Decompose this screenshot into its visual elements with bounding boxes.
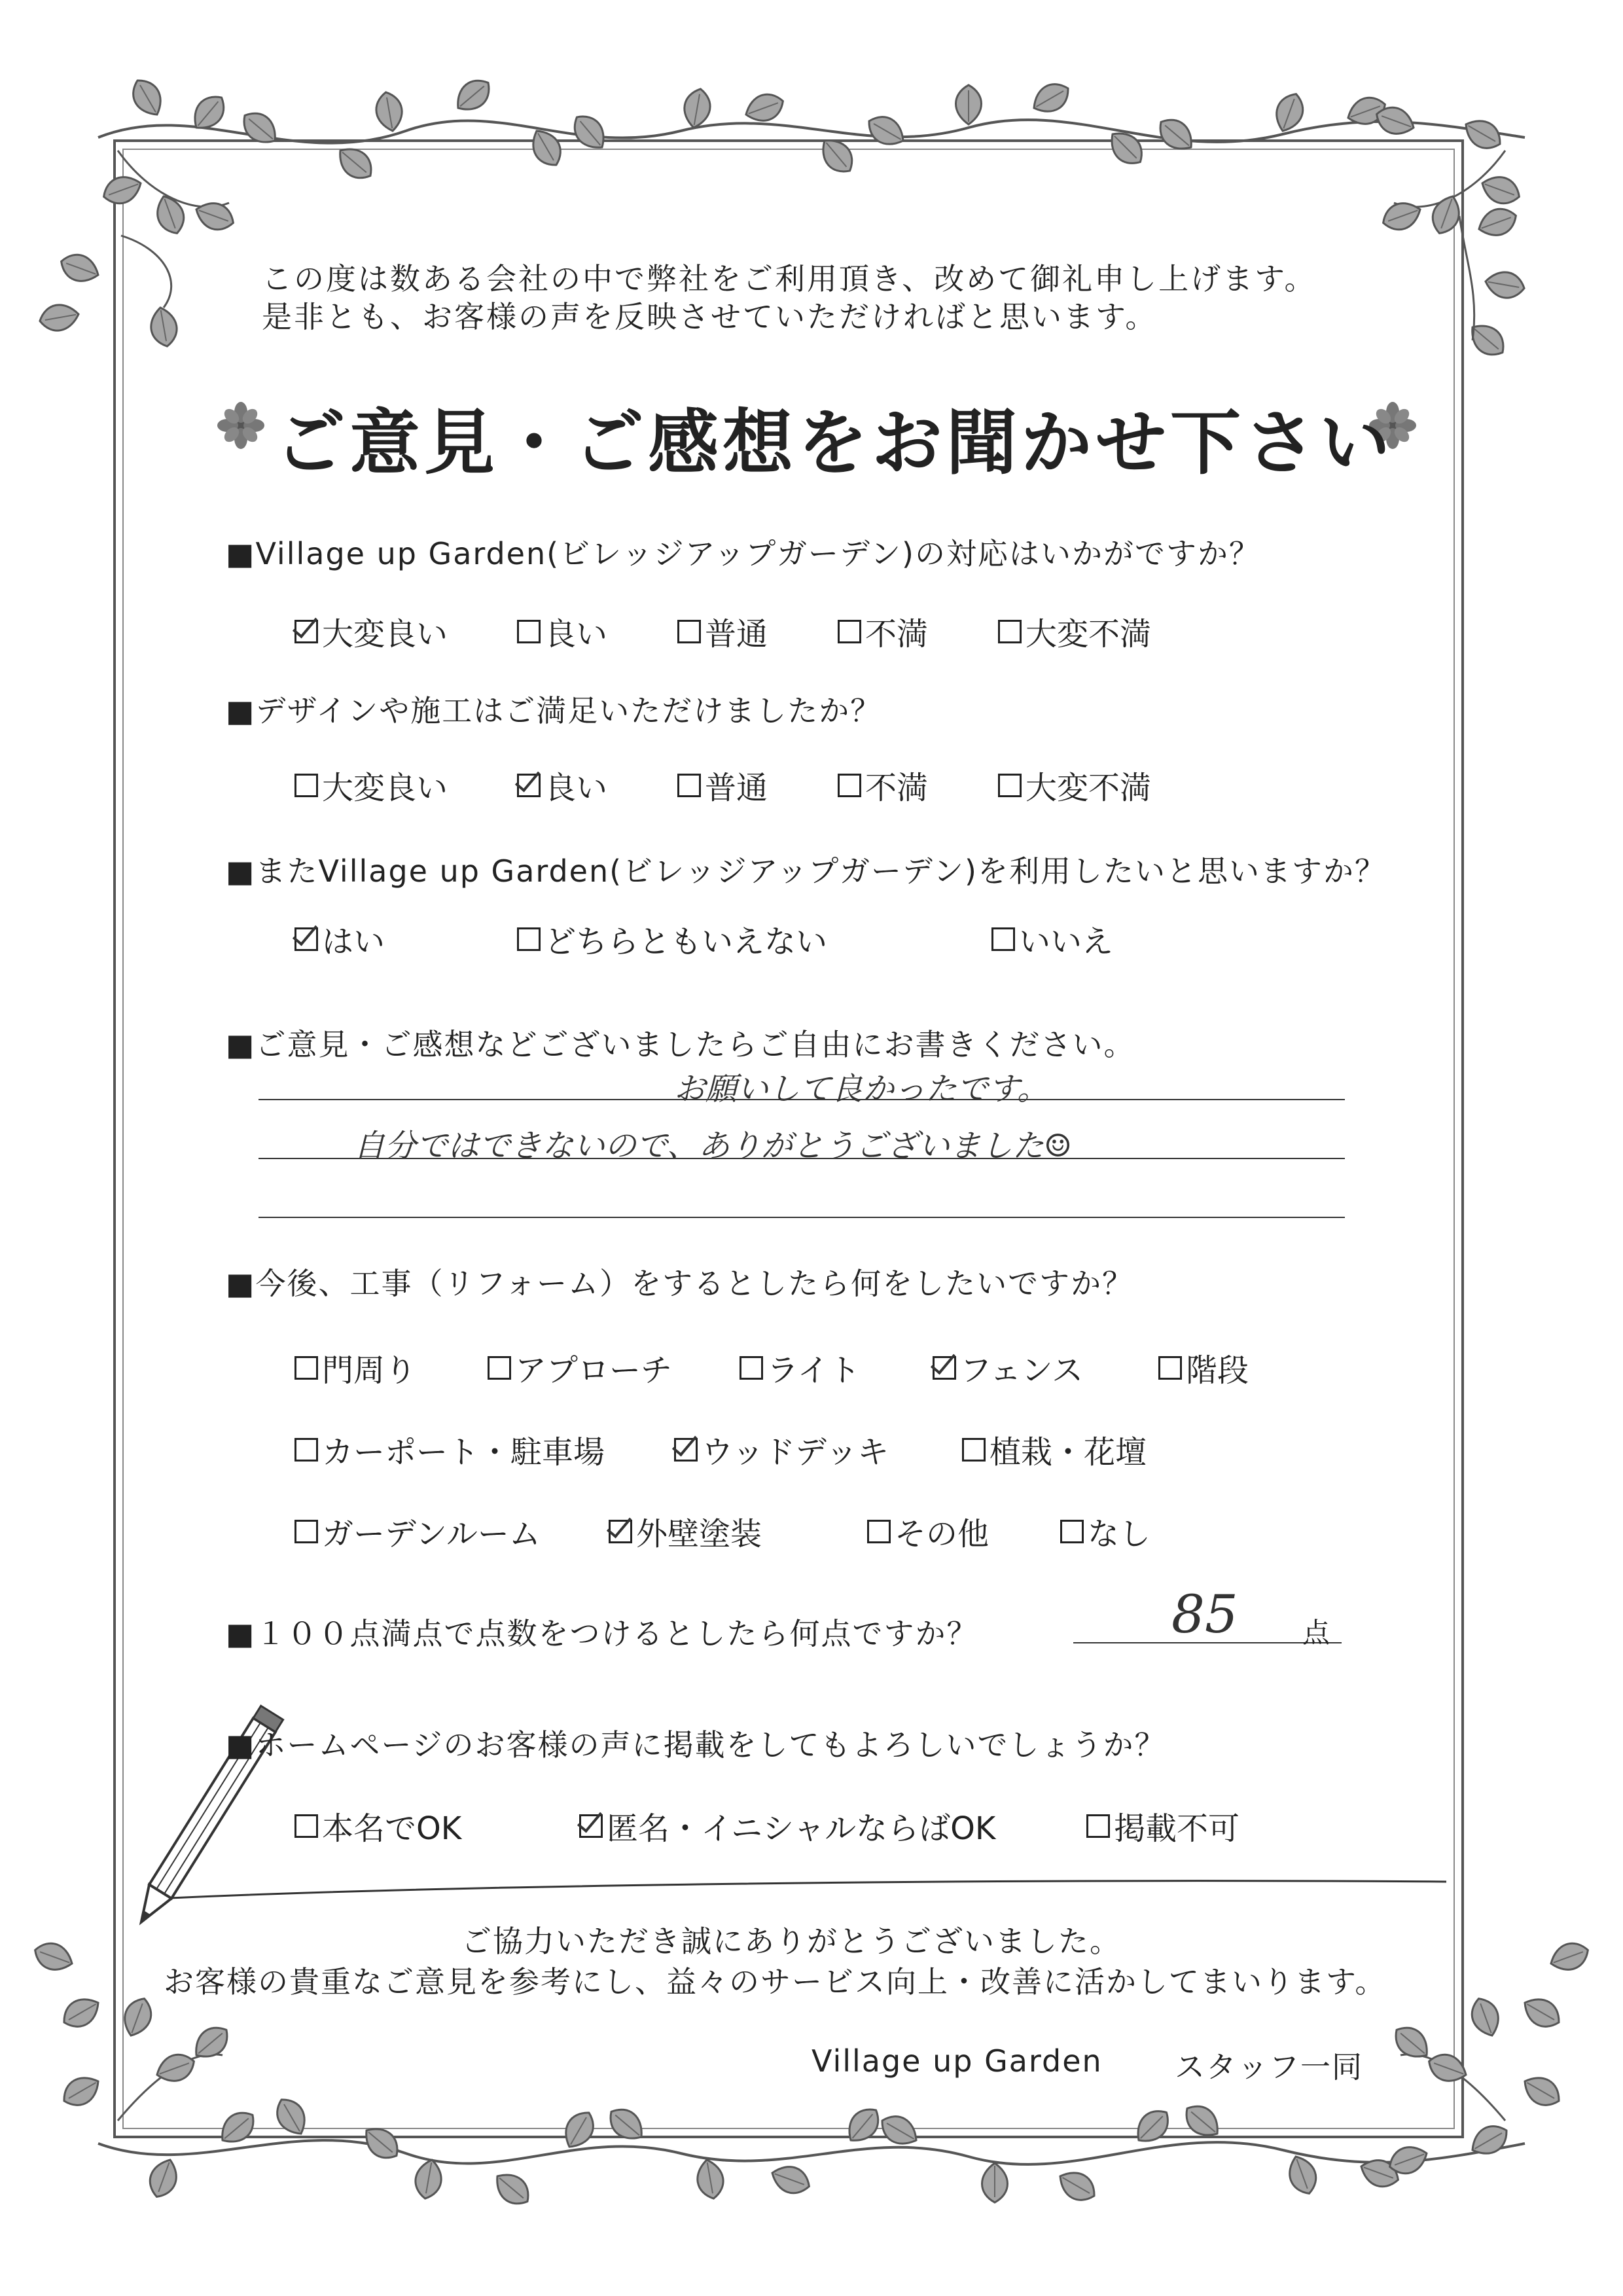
option-label: 外壁塗装 [636,1516,762,1552]
option-label: 良い [544,616,608,653]
option-label: どちらともいえない [544,924,828,960]
option-label: 匿名・イニシャルならばOK [607,1810,996,1847]
option-label: はい [322,924,385,960]
checkbox[interactable] [294,1438,318,1462]
q5-option-5[interactable] [294,1427,605,1472]
checked-checkbox[interactable] [674,1438,698,1462]
checkbox[interactable] [517,620,541,643]
footer-thanks: ご協力いただき誠にありがとうございました。 [461,1924,1121,1959]
checkbox[interactable] [677,620,701,643]
checked-checkbox[interactable] [579,1814,603,1838]
option-label: 大変良い [322,770,448,806]
q2-option-0[interactable] [294,762,448,808]
question-5-label: ■今後、工事（リフォーム）をするとしたら何をしたいですか？ [226,1266,1134,1301]
checkbox[interactable] [517,927,541,951]
option-label: 大変不満 [1026,616,1152,653]
q5-option-0[interactable] [294,1345,416,1390]
option-label: いいえ [1019,924,1114,960]
q5-option-1[interactable] [488,1345,672,1390]
q1-option-0[interactable] [294,609,448,654]
checkbox[interactable] [740,1356,763,1380]
q2-option-4[interactable] [998,762,1151,808]
option-label: 普通 [705,770,768,806]
option-label: 植栽・花壇 [990,1434,1147,1471]
question-2-label: ■デザインや施工はご満足いただけましたか？ [226,693,882,728]
intro-line-1: この度は数ある会社の中で弊社をご利用頂き、改めて御礼申し上げます。 [262,261,1317,296]
score-value: 85 [1171,1584,1238,1645]
q5-option-11[interactable] [1060,1509,1150,1554]
q7-option-1[interactable] [579,1803,995,1848]
option-label: ガーデンルーム [322,1516,541,1552]
q3-option-2[interactable] [991,916,1113,961]
checkbox[interactable] [838,620,861,643]
q2-option-2[interactable] [677,762,768,808]
checkbox[interactable] [1158,1356,1182,1380]
checkbox[interactable] [998,774,1022,797]
option-label: 不満 [865,770,929,806]
checked-checkbox[interactable] [294,620,318,643]
q5-option-7[interactable] [962,1427,1147,1472]
q5-option-10[interactable] [867,1509,989,1554]
option-label: 普通 [705,616,768,653]
question-7-label: ■ホームページのお客様の声に掲載をしてもよろしいでしょうか？ [226,1727,1166,1763]
option-label: 門周り [322,1352,417,1389]
option-label: ライト [767,1352,861,1389]
q1-option-3[interactable] [838,609,928,654]
q7-option-0[interactable] [294,1803,461,1848]
q2-option-1[interactable] [517,762,607,808]
checkbox[interactable] [677,774,701,797]
page-title: ご意見・ご感想をお聞かせ下さい [275,403,1395,484]
score-unit: 点 [1302,1617,1330,1649]
checked-checkbox[interactable] [609,1520,632,1543]
intro-line-2: 是非とも、お客様の声を反映させていただければと思います。 [262,299,1158,334]
option-label: フェンス [960,1352,1084,1389]
checkbox[interactable] [867,1520,891,1543]
checkbox[interactable] [1060,1520,1084,1543]
question-3-label: ■またVillage up Garden(ビレッジアップガーデン)を利用したいと思いますか？ [226,853,1386,889]
checkbox[interactable] [998,620,1022,643]
checked-checkbox[interactable] [294,927,318,951]
checkbox[interactable] [294,774,318,797]
option-label: なし [1088,1516,1151,1552]
option-label: カーポート・駐車場 [322,1434,605,1471]
checkbox[interactable] [838,774,861,797]
checkbox[interactable] [488,1356,511,1380]
q2-option-3[interactable] [838,762,928,808]
question-6-label: ■１００点満点で点数をつけるとしたら何点ですか？ [226,1616,978,1651]
q5-option-3[interactable] [933,1345,1083,1390]
option-label: ウッドデッキ [702,1434,889,1471]
q1-option-4[interactable] [998,609,1151,654]
option-label: 掲載不可 [1114,1810,1240,1847]
q5-option-2[interactable] [740,1345,861,1390]
footer-message: お客様の貴重なご意見を参考にし、益々のサービス向上・改善に活かしてまいります。 [164,1964,1387,2000]
footer-company: Village up Garden [812,2043,1103,2079]
option-label: 大変良い [322,616,448,653]
checkbox[interactable] [962,1438,986,1462]
checkbox[interactable] [294,1520,318,1543]
option-label: 不満 [865,616,929,653]
q7-option-2[interactable] [1086,1803,1240,1848]
option-label: アプローチ [515,1352,673,1389]
checked-checkbox[interactable] [933,1356,956,1380]
option-label: 階段 [1186,1352,1249,1389]
footer-staff: スタッフ一同 [1175,2049,1363,2085]
q5-option-4[interactable] [1158,1345,1249,1390]
q3-option-0[interactable] [294,916,385,961]
option-label: 大変不満 [1026,770,1152,806]
comment-answer-line-2: 自分ではできないので、ありがとうございました☺ [353,1128,1073,1164]
q3-option-1[interactable] [517,916,827,961]
q1-option-1[interactable] [517,609,607,654]
question-1-label: ■Village up Garden(ビレッジアップガーデン)の対応はいかがですか？ [226,536,1260,571]
q5-option-6[interactable] [674,1427,889,1472]
question-4-label: ■ご意見・ご感想などございましたらご自由にお書きください。 [226,1027,1135,1062]
option-label: その他 [895,1516,990,1552]
q1-option-2[interactable] [677,609,768,654]
option-label: 本名でOK [322,1810,462,1847]
checkbox[interactable] [294,1814,318,1838]
checkbox[interactable] [294,1356,318,1380]
flower-icon-left [217,402,264,449]
q5-option-8[interactable] [294,1509,541,1554]
checkbox[interactable] [991,927,1015,951]
checkbox[interactable] [1086,1814,1110,1838]
option-label: 良い [544,770,608,806]
q5-option-9[interactable] [609,1509,762,1554]
checked-checkbox[interactable] [517,774,541,797]
comment-answer-line-1: お願いして良かったです。 [674,1071,1049,1107]
